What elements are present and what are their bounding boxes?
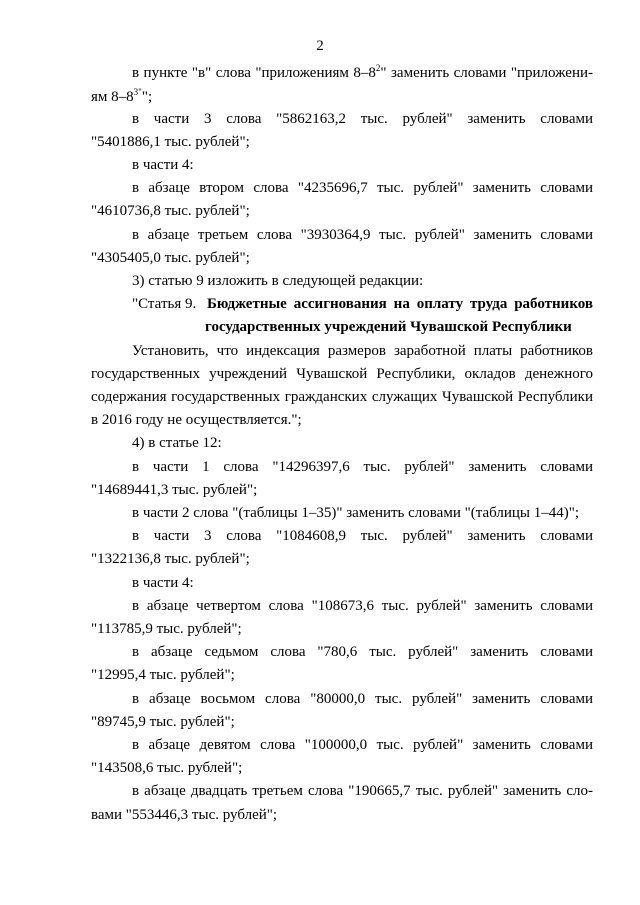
text-line: в абзаце втором слова "4235696,7 тыс. рублей" заменить словами <box>132 180 593 196</box>
article-title-line-1: Бюджетные ассигнования на оплату труда работников <box>207 296 593 312</box>
text-line: в части 2 слова "(таблицы 1–35)" заменить словами "(таблицы 1–44)"; <box>132 505 580 521</box>
text-line: "4305405,0 тыс. рублей"; <box>91 250 250 266</box>
text-line: в абзаце двадцать третьем слова "190665,7 тыс. рублей" заменить сло- <box>132 783 593 799</box>
text-line: в абзаце девятом слова "100000,0 тыс. рублей" заменить словами <box>132 737 593 753</box>
article-title-line-2: государственных учреждений Чувашской Республики <box>205 319 572 335</box>
text-line: в части 3 слова "1084608,9 тыс. рублей" заменить словами <box>132 528 593 544</box>
text-line: государственных учреждений Чувашской Республики, окладов денежного <box>91 366 593 382</box>
text-line: "5401886,1 тыс. рублей"; <box>91 134 250 150</box>
text-line: в части 1 слова "14296397,6 тыс. рублей" заменить словами <box>132 459 593 475</box>
text-line: "12995,4 тыс. рублей"; <box>91 667 235 683</box>
text-line: в части 3 слова "5862163,2 тыс. рублей" заменить словами <box>132 111 593 127</box>
text-line: ям $8-8^{3"}$"; <box>91 87 153 105</box>
text-line: Установить, что индексация размеров заработной платы работников <box>132 343 593 359</box>
text-line: "143508,6 тыс. рублей"; <box>91 760 243 776</box>
text-line: 3) статью 9 изложить в следующей редакции: <box>132 273 424 289</box>
text-line: в части 4: <box>132 575 194 591</box>
text-line: в абзаце седьмом слова "780,6 тыс. рублей" заменить словами <box>132 644 593 660</box>
text-line: в части 4: <box>132 157 194 173</box>
superscript: 3" <box>133 87 142 97</box>
text-line: "4610736,8 тыс. рублей"; <box>91 203 250 219</box>
text-line: вами "553446,3 тыс. рублей"; <box>91 807 278 823</box>
text-line: содержания государственных гражданских служащих Чувашской Республики <box>91 389 593 405</box>
superscript: 2 <box>375 63 381 73</box>
page-number: 2 <box>316 38 324 54</box>
text-line: 4) в статье 12: <box>132 435 222 451</box>
text-line: в абзаце четвертом слова "108673,6 тыс. рублей" заменить словами <box>132 598 593 614</box>
text-line: в абзаце третьем слова "3930364,9 тыс. рублей" заменить словами <box>132 227 593 243</box>
text-line: в абзаце восьмом слова "80000,0 тыс. рублей" заменить словами <box>132 691 593 707</box>
text-line: в 2016 году не осуществляется."; <box>91 412 302 428</box>
text-line: "113785,9 тыс. рублей"; <box>91 621 242 637</box>
text-line: "1322136,8 тыс. рублей"; <box>91 551 250 567</box>
text-line: "14689441,3 тыс. рублей"; <box>91 482 258 498</box>
text-line: "89745,9 тыс. рублей"; <box>91 714 235 730</box>
article-label: "Статья 9. <box>132 296 197 312</box>
text-line: в пункте "в" слова "приложениям $8-8^2$" заменить словами "приложени- <box>132 63 593 81</box>
